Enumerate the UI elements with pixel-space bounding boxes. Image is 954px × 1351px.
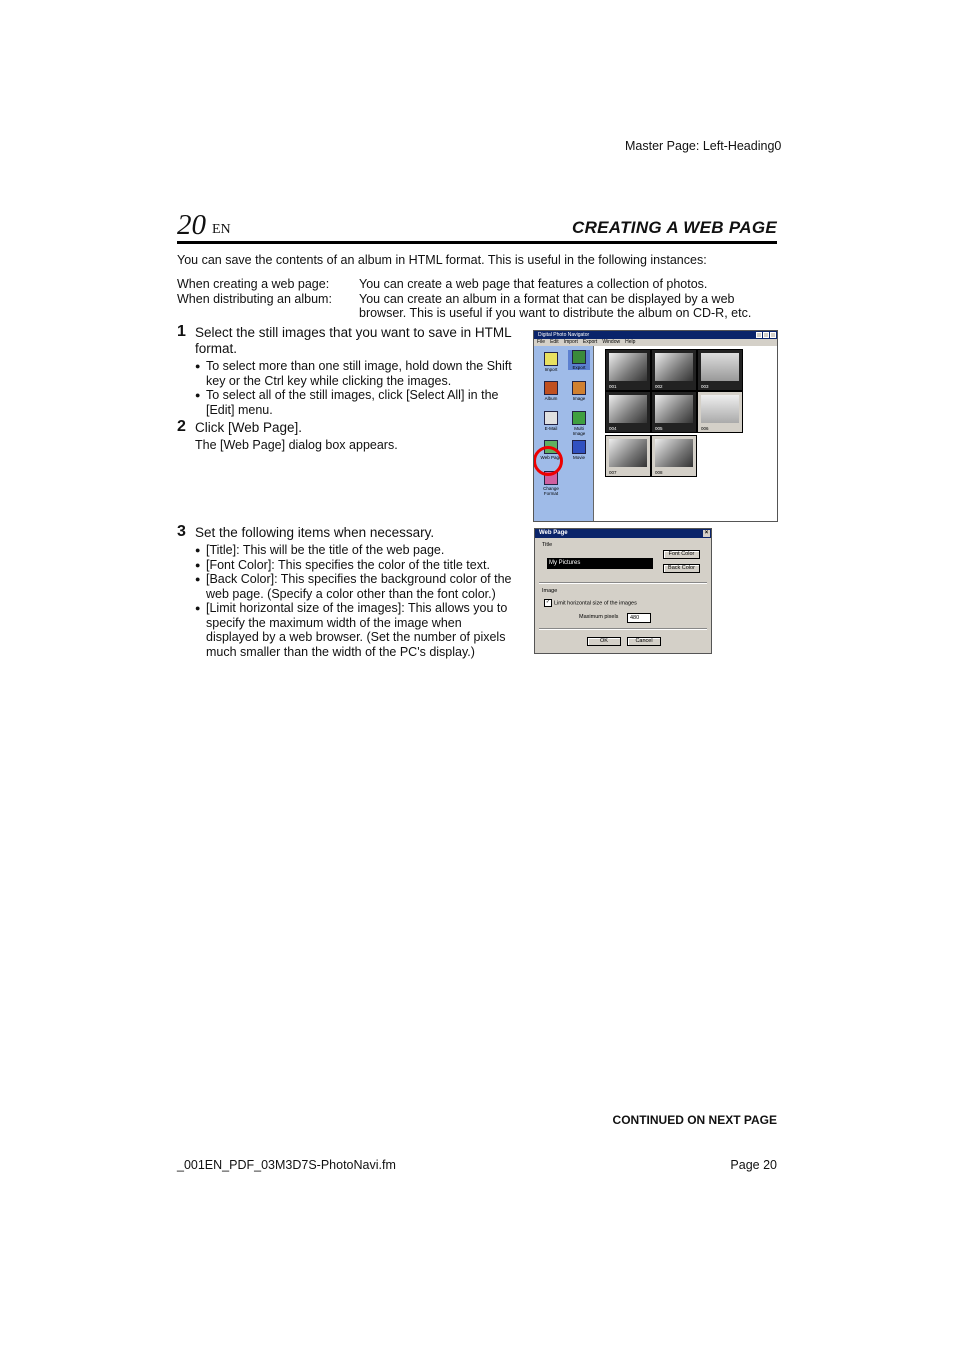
- step-3: [177, 525, 517, 659]
- close-icon[interactable]: [770, 332, 776, 338]
- instance-row: [177, 292, 777, 321]
- thumbnail-image: [609, 395, 647, 423]
- maximize-icon[interactable]: [763, 332, 769, 338]
- menu-window[interactable]: Window: [602, 339, 621, 345]
- close-icon[interactable]: ×: [704, 530, 709, 536]
- bullet-item: ● [Limit horizontal size of the images]: This allows you to specify the maximum width of the image when displayed by a web browser. (Set the number of pixels much smaller than the width of the PC's display.): [195, 601, 517, 659]
- instance-desc: You can create a web page that features a collection of photos.: [359, 277, 708, 291]
- master-page-label: Master Page: Left-Heading0: [625, 139, 782, 153]
- thumbnail[interactable]: [651, 349, 697, 391]
- max-pixels-label: Maximum pixels: [579, 614, 619, 620]
- album-icon: [544, 381, 558, 395]
- thumbnail-label: 005: [655, 426, 663, 431]
- multi-image-icon: [572, 411, 586, 425]
- photo-navigator-screenshot: [533, 330, 778, 522]
- title-input[interactable]: My Pictures: [547, 558, 653, 569]
- heading-rule: [177, 241, 777, 244]
- checkbox-checked-icon[interactable]: ✓: [545, 599, 551, 605]
- instance-row: [177, 277, 777, 292]
- email-label: E-Mail: [544, 426, 558, 431]
- multi-image-button[interactable]: [568, 411, 590, 436]
- title-group-label: Title: [542, 542, 553, 548]
- instance-desc: You can create an album in a format that can be displayed by a web browser. This is useful if you want to distribute the album on CD-R, etc.: [359, 291, 752, 320]
- intro-text: You can save the contents of an album in HTML format. This is useful in the following instances:: [177, 253, 707, 267]
- movie-label: Movie: [572, 455, 585, 460]
- import-button[interactable]: [540, 352, 562, 372]
- web-page-dialog-screenshot: [534, 528, 712, 654]
- change-format-label: Change Format: [543, 486, 559, 496]
- thumbnail[interactable]: [697, 349, 743, 391]
- menu-help[interactable]: Help: [625, 339, 636, 345]
- export-icon: [572, 350, 586, 364]
- dialog-titlebar: [535, 529, 711, 538]
- thumbnail-image: [701, 395, 739, 423]
- thumbnail-image: [701, 353, 739, 381]
- step-number: 1: [177, 323, 186, 340]
- thumbnail[interactable]: [605, 391, 651, 433]
- instances-list: [177, 277, 777, 321]
- footer-page: Page 20: [730, 1158, 777, 1172]
- back-color-button[interactable]: Back Color: [663, 564, 700, 573]
- thumbnail[interactable]: [605, 349, 651, 391]
- menu-file[interactable]: File: [537, 339, 546, 345]
- separator: [539, 628, 707, 630]
- dialog-title: Web Page: [539, 530, 568, 536]
- step-number: 3: [177, 523, 186, 540]
- step-number: 2: [177, 418, 186, 435]
- step-text: Click [Web Page].: [195, 420, 303, 435]
- limit-size-label: Limit horizontal size of the images: [554, 600, 637, 607]
- email-button[interactable]: [540, 411, 562, 431]
- step-1: [177, 325, 517, 417]
- step-text: Select the still images that you want to save in HTML format.: [195, 325, 512, 356]
- font-color-button[interactable]: Font Color: [663, 550, 700, 559]
- thumbnail-label: 007: [609, 470, 617, 475]
- movie-button[interactable]: [568, 440, 590, 460]
- thumbnail[interactable]: [697, 391, 743, 433]
- page-language: EN: [212, 222, 231, 237]
- side-panel: [534, 346, 594, 521]
- step-bullets: [195, 543, 517, 659]
- thumbnail-label: 002: [655, 384, 663, 389]
- limit-size-option[interactable]: [544, 599, 637, 607]
- email-icon: [544, 411, 558, 425]
- album-label: Album: [544, 396, 558, 401]
- footer-filename: _001EN_PDF_03M3D7S-PhotoNavi.fm: [177, 1158, 396, 1172]
- import-label: Import: [544, 367, 558, 372]
- image-label: Image: [572, 396, 586, 401]
- step-text: Set the following items when necessary.: [195, 525, 435, 540]
- image-icon: [572, 381, 586, 395]
- max-pixels-stepper[interactable]: 480: [627, 613, 651, 623]
- window-titlebar: [534, 331, 777, 339]
- instance-term: When distributing an album:: [177, 291, 332, 306]
- menu-export[interactable]: Export: [582, 339, 598, 345]
- window-controls: [756, 332, 776, 338]
- page-number: 20: [177, 209, 206, 241]
- menu-import[interactable]: Import: [563, 339, 578, 345]
- highlight-circle: [533, 446, 563, 476]
- thumbnail-label: 006: [701, 426, 709, 431]
- cancel-button[interactable]: Cancel: [627, 637, 661, 646]
- thumbnail[interactable]: [651, 391, 697, 433]
- menu-edit[interactable]: Edit: [550, 339, 559, 345]
- section-heading: CREATING A WEB PAGE: [572, 218, 777, 237]
- instance-term: When creating a web page:: [177, 277, 330, 291]
- ok-button[interactable]: OK: [587, 637, 621, 646]
- multi-image-label: Multi Image: [572, 426, 586, 436]
- movie-icon: [572, 440, 586, 454]
- bullet-item: ● [Back Color]: This specifies the background color of the web page. (Specify a color other than the font color.): [195, 572, 517, 601]
- bullet-item: ● To select all of the still images, click [Select All] in the [Edit] menu.: [195, 388, 517, 417]
- thumbnail-image: [655, 395, 693, 423]
- thumbnail[interactable]: [651, 435, 697, 477]
- thumbnail-label: 001: [609, 384, 617, 389]
- thumbnail[interactable]: [605, 435, 651, 477]
- import-icon: [544, 352, 558, 366]
- bullet-item: ● [Font Color]: This specifies the color of the title text.: [195, 558, 517, 573]
- thumbnail-image: [609, 353, 647, 381]
- album-button[interactable]: [540, 381, 562, 401]
- web-page-label: Web Page: [540, 455, 562, 460]
- image-button[interactable]: [568, 381, 590, 401]
- menu-bar: [534, 339, 777, 346]
- minimize-icon[interactable]: [756, 332, 762, 338]
- thumbnail-label: 008: [655, 470, 663, 475]
- step-bullets: [195, 359, 517, 417]
- thumbnail-image: [655, 439, 693, 467]
- step-note: The [Web Page] dialog box appears.: [195, 438, 398, 452]
- export-button[interactable]: [568, 350, 590, 370]
- bullet-item: ● [Title]: This will be the title of the web page.: [195, 543, 517, 558]
- continued-note: CONTINUED ON NEXT PAGE: [612, 1113, 777, 1127]
- bullet-item: ● To select more than one still image, hold down the Shift key or the Ctrl key while clicking the images.: [195, 359, 517, 388]
- thumbnail-label: 003: [701, 384, 709, 389]
- window-title: Digital Photo Navigator: [538, 332, 590, 338]
- thumbnail-image: [655, 353, 693, 381]
- step-2: [177, 420, 517, 453]
- thumbnail-image: [609, 439, 647, 467]
- thumbnail-label: 004: [609, 426, 617, 431]
- export-label: Export: [572, 365, 586, 370]
- separator: [539, 582, 707, 584]
- image-group-label: Image: [542, 588, 558, 594]
